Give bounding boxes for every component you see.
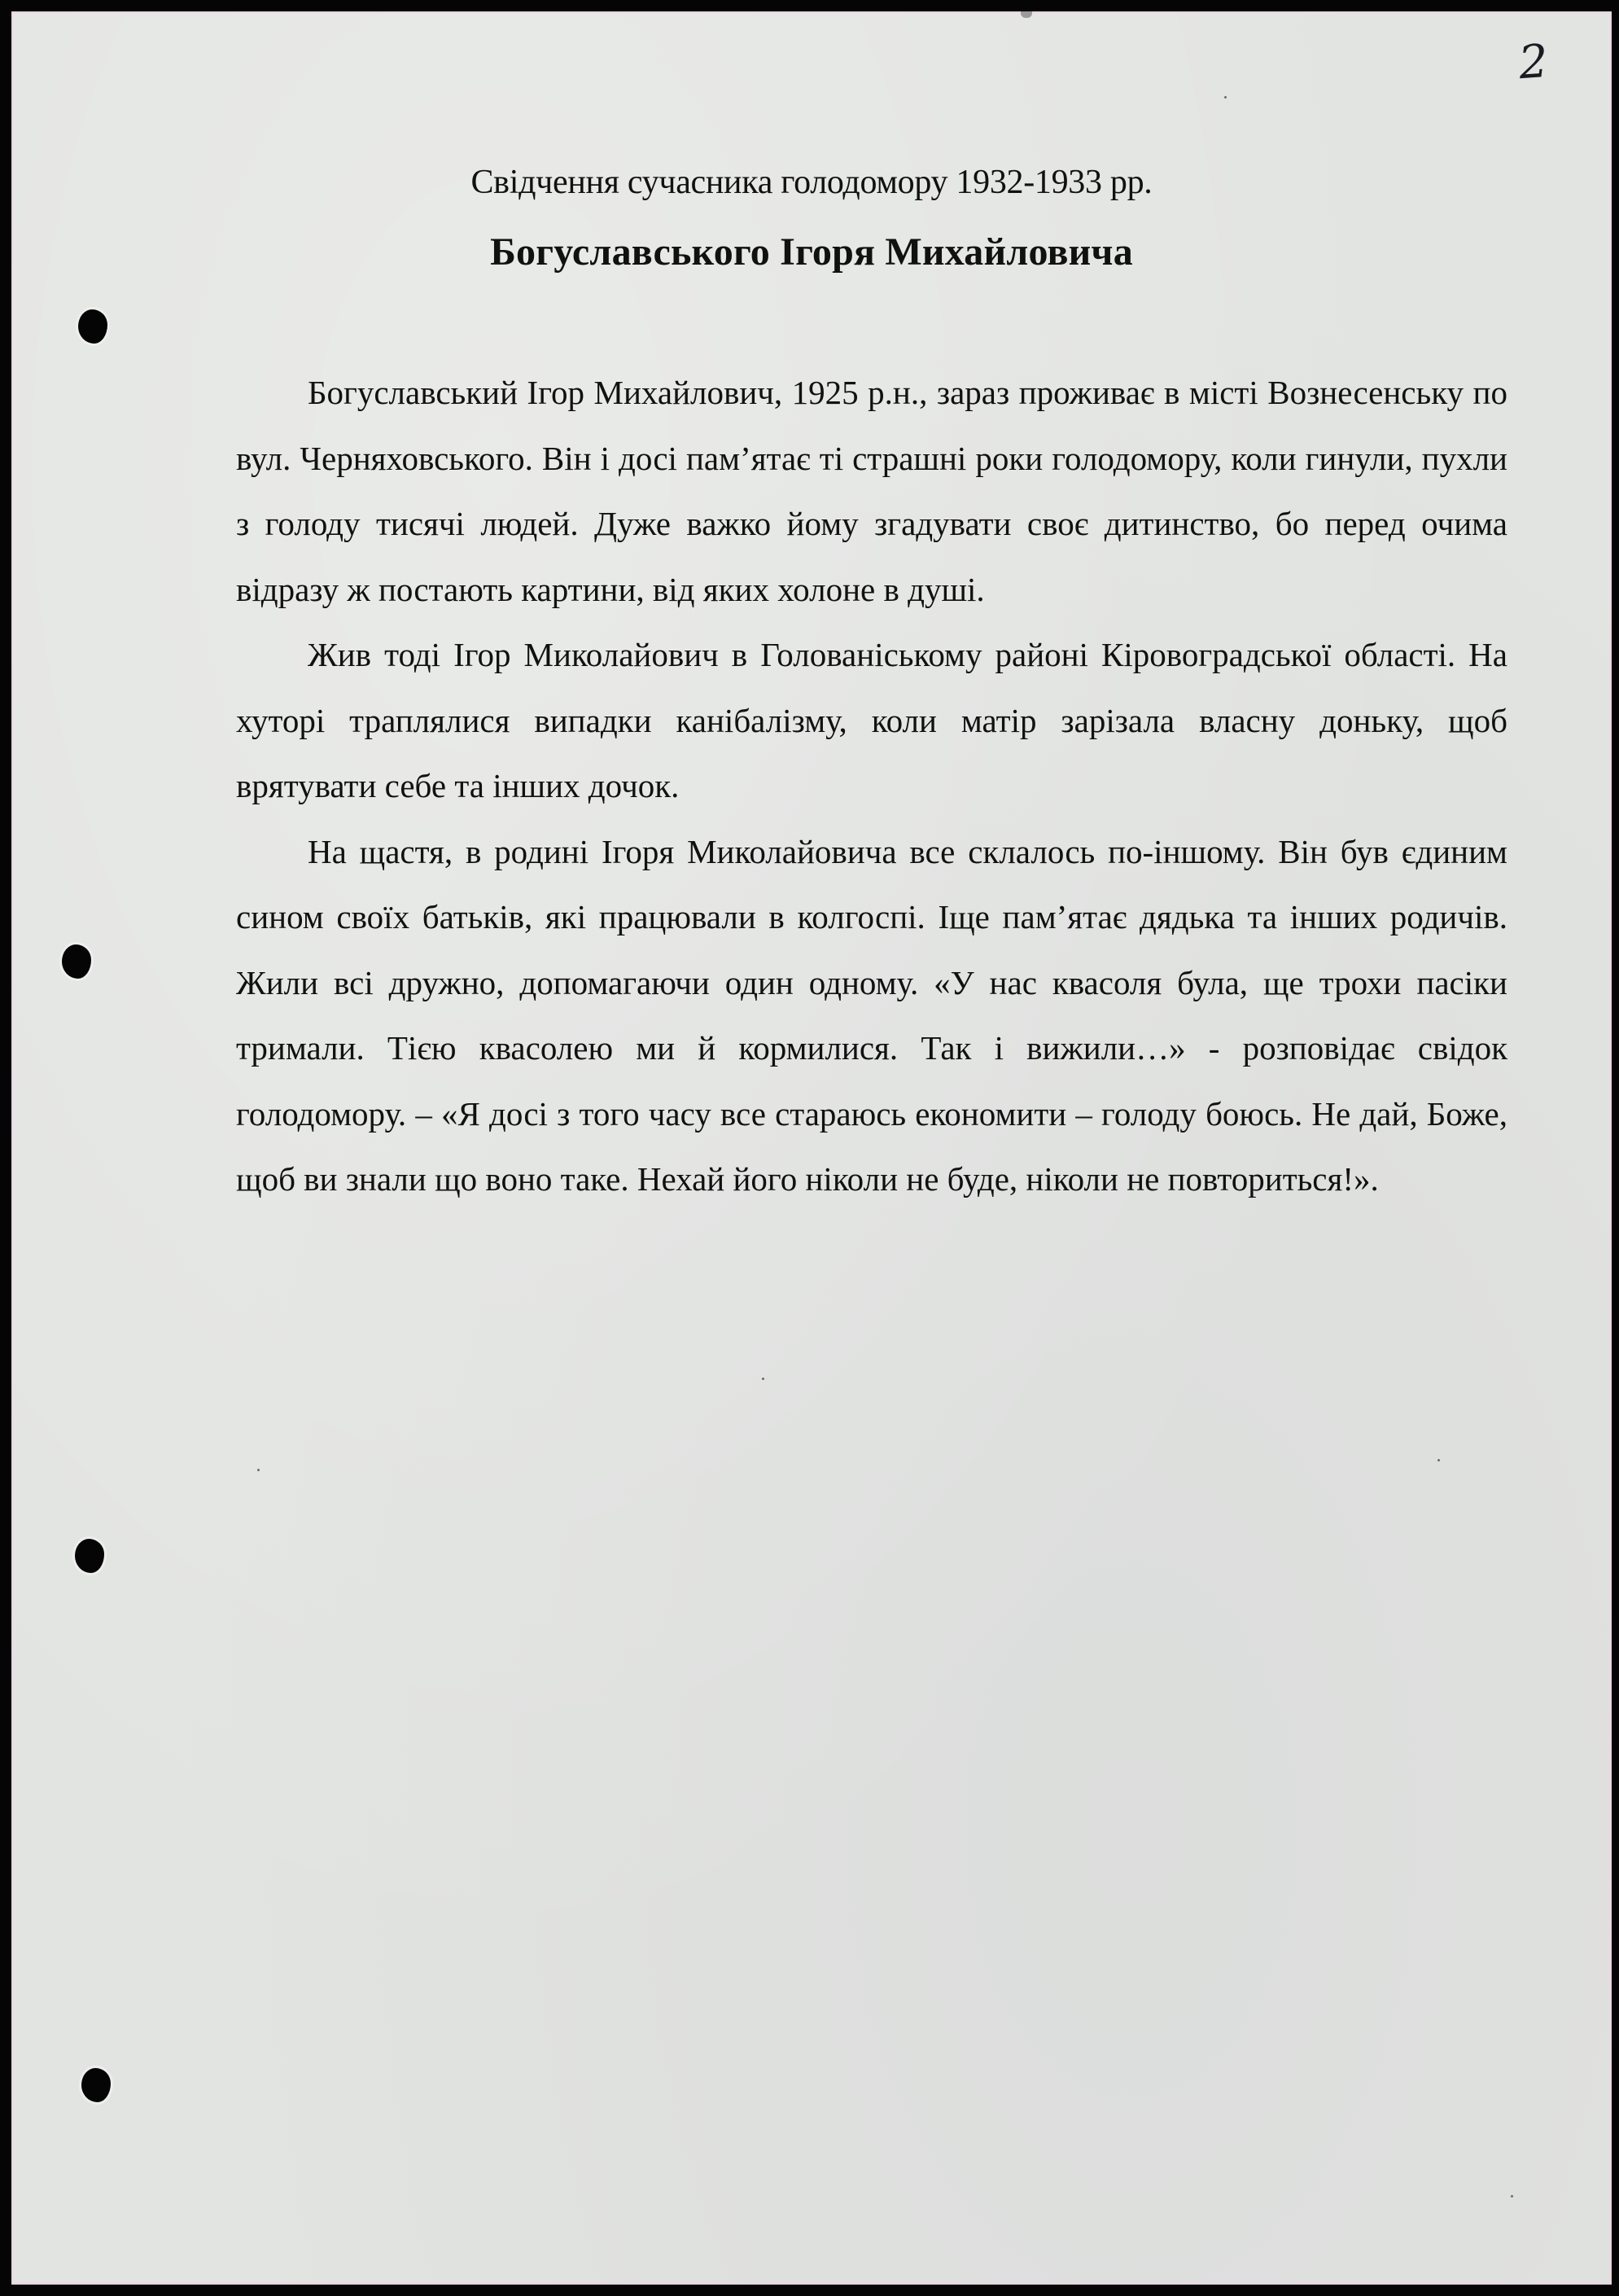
paragraph: Богуславський Ігор Михайлович, 1925 р.н., зараз проживає в місті Вознесенську по вул. Черняховського. Він і досі пам’ятає ті страшні роки голодомору, коли гинули, пухли з голоду тисячі людей. Дуже важко йому згадувати своє дитинство, бо перед очима відразу ж постають картини, від яких холоне в душі. bbox=[236, 374, 1507, 608]
paper-tear-mark bbox=[1021, 11, 1032, 18]
paragraph: Жив тоді Ігор Миколайович в Голованіському районі Кіровоградської області. На хуторі траплялися випадки канібалізму, коли матір зарізала власну доньку, щоб врятувати себе та інших дочок. bbox=[236, 636, 1507, 804]
document-page bbox=[11, 11, 1612, 2285]
paper-speck bbox=[1511, 2195, 1513, 2197]
document-title: Богуславського Ігоря Михайловича bbox=[490, 230, 1133, 274]
paper-speck bbox=[1224, 96, 1227, 99]
paper-speck bbox=[762, 1378, 764, 1380]
document-body bbox=[236, 360, 1507, 1212]
paragraph: На щастя, в родині Ігоря Миколайовича все склалось по-іншому. Він був єдиним сином своїх батьків, які працювали в колгоспі. Іще пам’ятає дядька та інших родичів. Жили всі дружно, допомагаючи один одному. «У нас квасоля була, ще трохи пасіки тримали. Тією квасолею ми й кормилися. Так і вижили…» - розповідає свідок голодомору. – «Я досі з того часу все стараюсь економити – голоду боюсь. Не дай, Боже, щоб ви знали що воно таке. Нехай його ніколи не буде, ніколи не повториться!». bbox=[236, 832, 1507, 1198]
punch-hole bbox=[81, 2068, 111, 2102]
paper-speck bbox=[257, 1469, 260, 1471]
paper-speck bbox=[1437, 1459, 1440, 1461]
punch-hole bbox=[78, 309, 107, 344]
handwritten-page-number: 2 bbox=[1517, 34, 1551, 90]
document-subtitle: Свідчення сучасника голодомору 1932-1933 рр. bbox=[470, 164, 1153, 201]
punch-hole bbox=[62, 944, 91, 979]
punch-hole bbox=[75, 1539, 104, 1573]
